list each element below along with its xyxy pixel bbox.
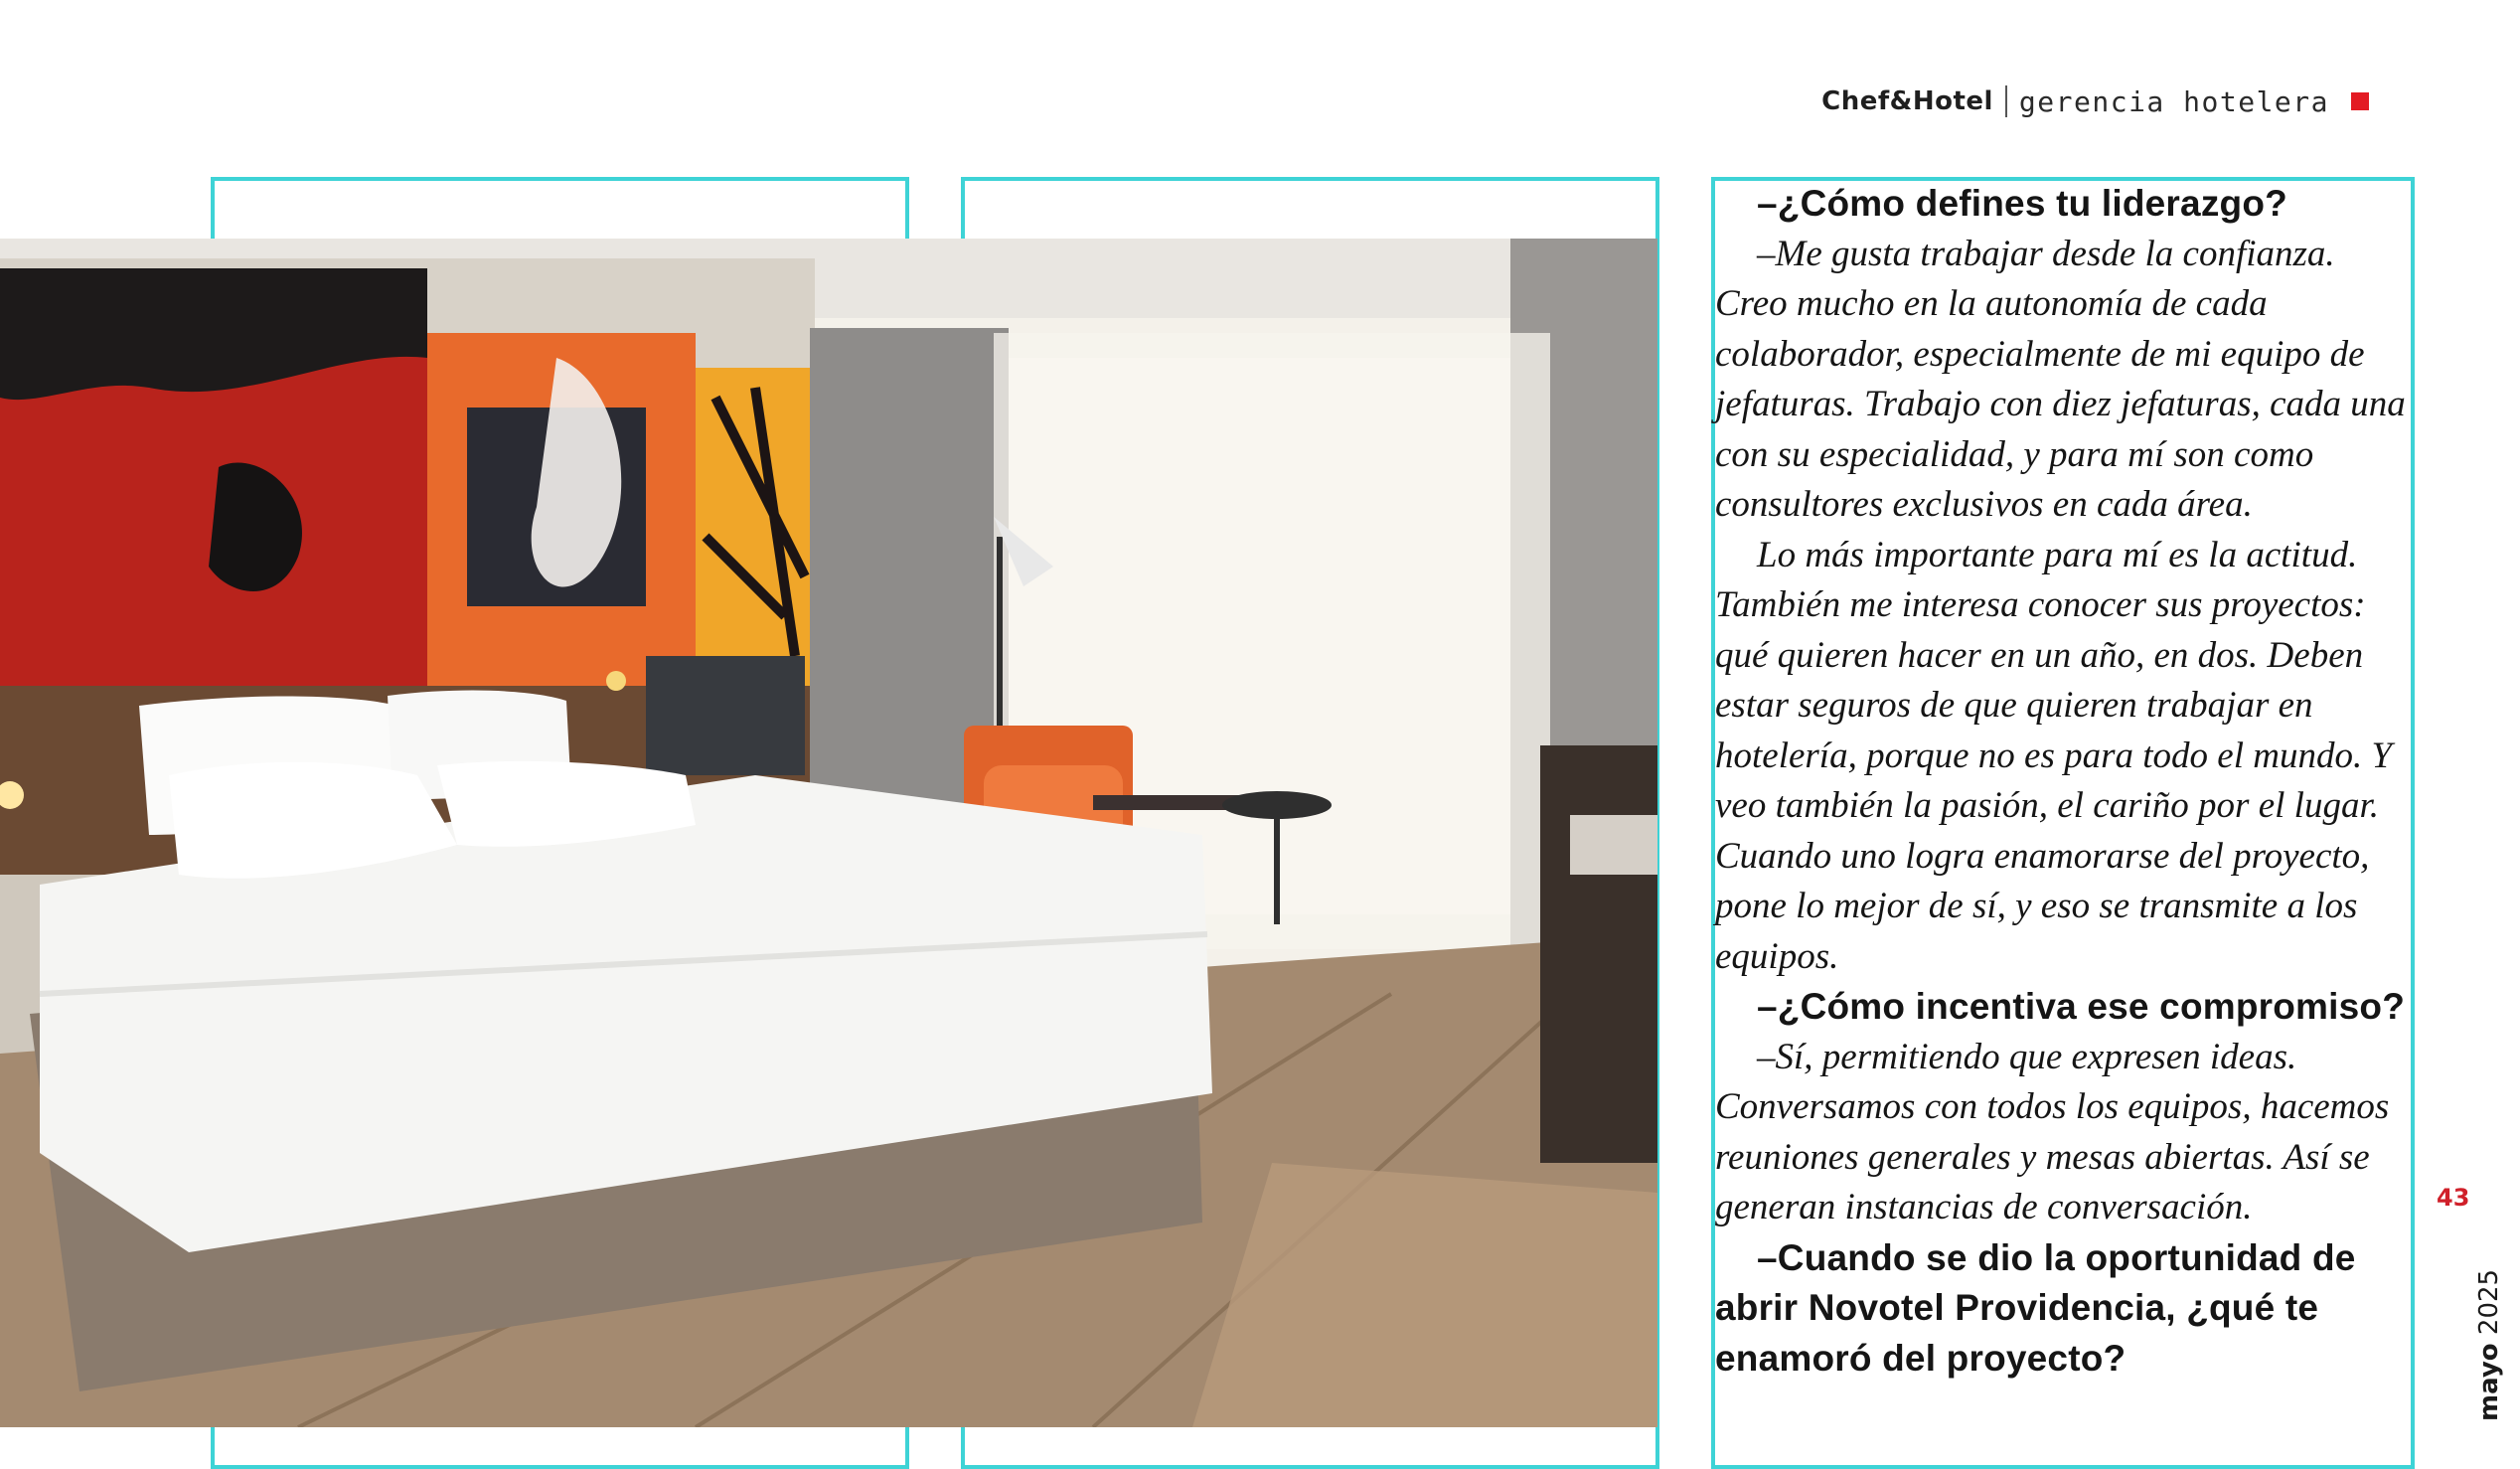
magazine-brand: Chef&Hotel xyxy=(1821,86,1993,116)
answer-paragraph: –Me gusta trabajar desde la confianza. Creo mucho en la autonomía de cada colaborador, especialmente de mi equipo de jefaturas. Trabajo con diez jefaturas, cada una con su especialidad, y para mí son como consultores exclusivos en cada área. xyxy=(1715,233,2406,525)
issue-date xyxy=(2474,1269,2504,1421)
issue-month: mayo xyxy=(2474,1343,2504,1421)
running-header xyxy=(1821,82,2369,121)
answer-paragraph: –Sí, permitiendo que expresen ideas. Conversamos con todos los equipos, hacemos reuniones generales y mesas abiertas. Así se generan instancias de conversación. xyxy=(1715,1036,2390,1227)
red-square-marker xyxy=(2351,92,2369,110)
issue-year: 2025 xyxy=(2474,1268,2504,1336)
question-paragraph: –Cuando se dio la oportunidad de abrir Novotel Providencia, ¿qué te enamoró del proyecto? xyxy=(1715,1236,2356,1379)
answer-paragraph: Lo más importante para mí es la actitud. También me interesa conocer sus proyectos: qué quieren hacer en un año, en dos. Deben estar seguros de que quieren trabajar en hotelería, porque no es para todo el mundo. Y veo también la pasión, el cariño por el lugar. Cuando uno logra enamorarse del proyecto, pone lo mejor de sí, y eso se transmite a los equipos. xyxy=(1715,534,2393,977)
section-name: gerencia hotelera xyxy=(2018,84,2329,118)
header-divider xyxy=(2005,85,2007,117)
interview-article xyxy=(1715,179,2411,1384)
question-paragraph: –¿Cómo defines tu liderazgo? xyxy=(1757,183,2287,224)
page-number: 43 xyxy=(2437,1184,2470,1212)
question-paragraph: –¿Cómo incentiva ese compromiso? xyxy=(1757,986,2406,1027)
hotel-room-photo xyxy=(0,239,1657,1427)
